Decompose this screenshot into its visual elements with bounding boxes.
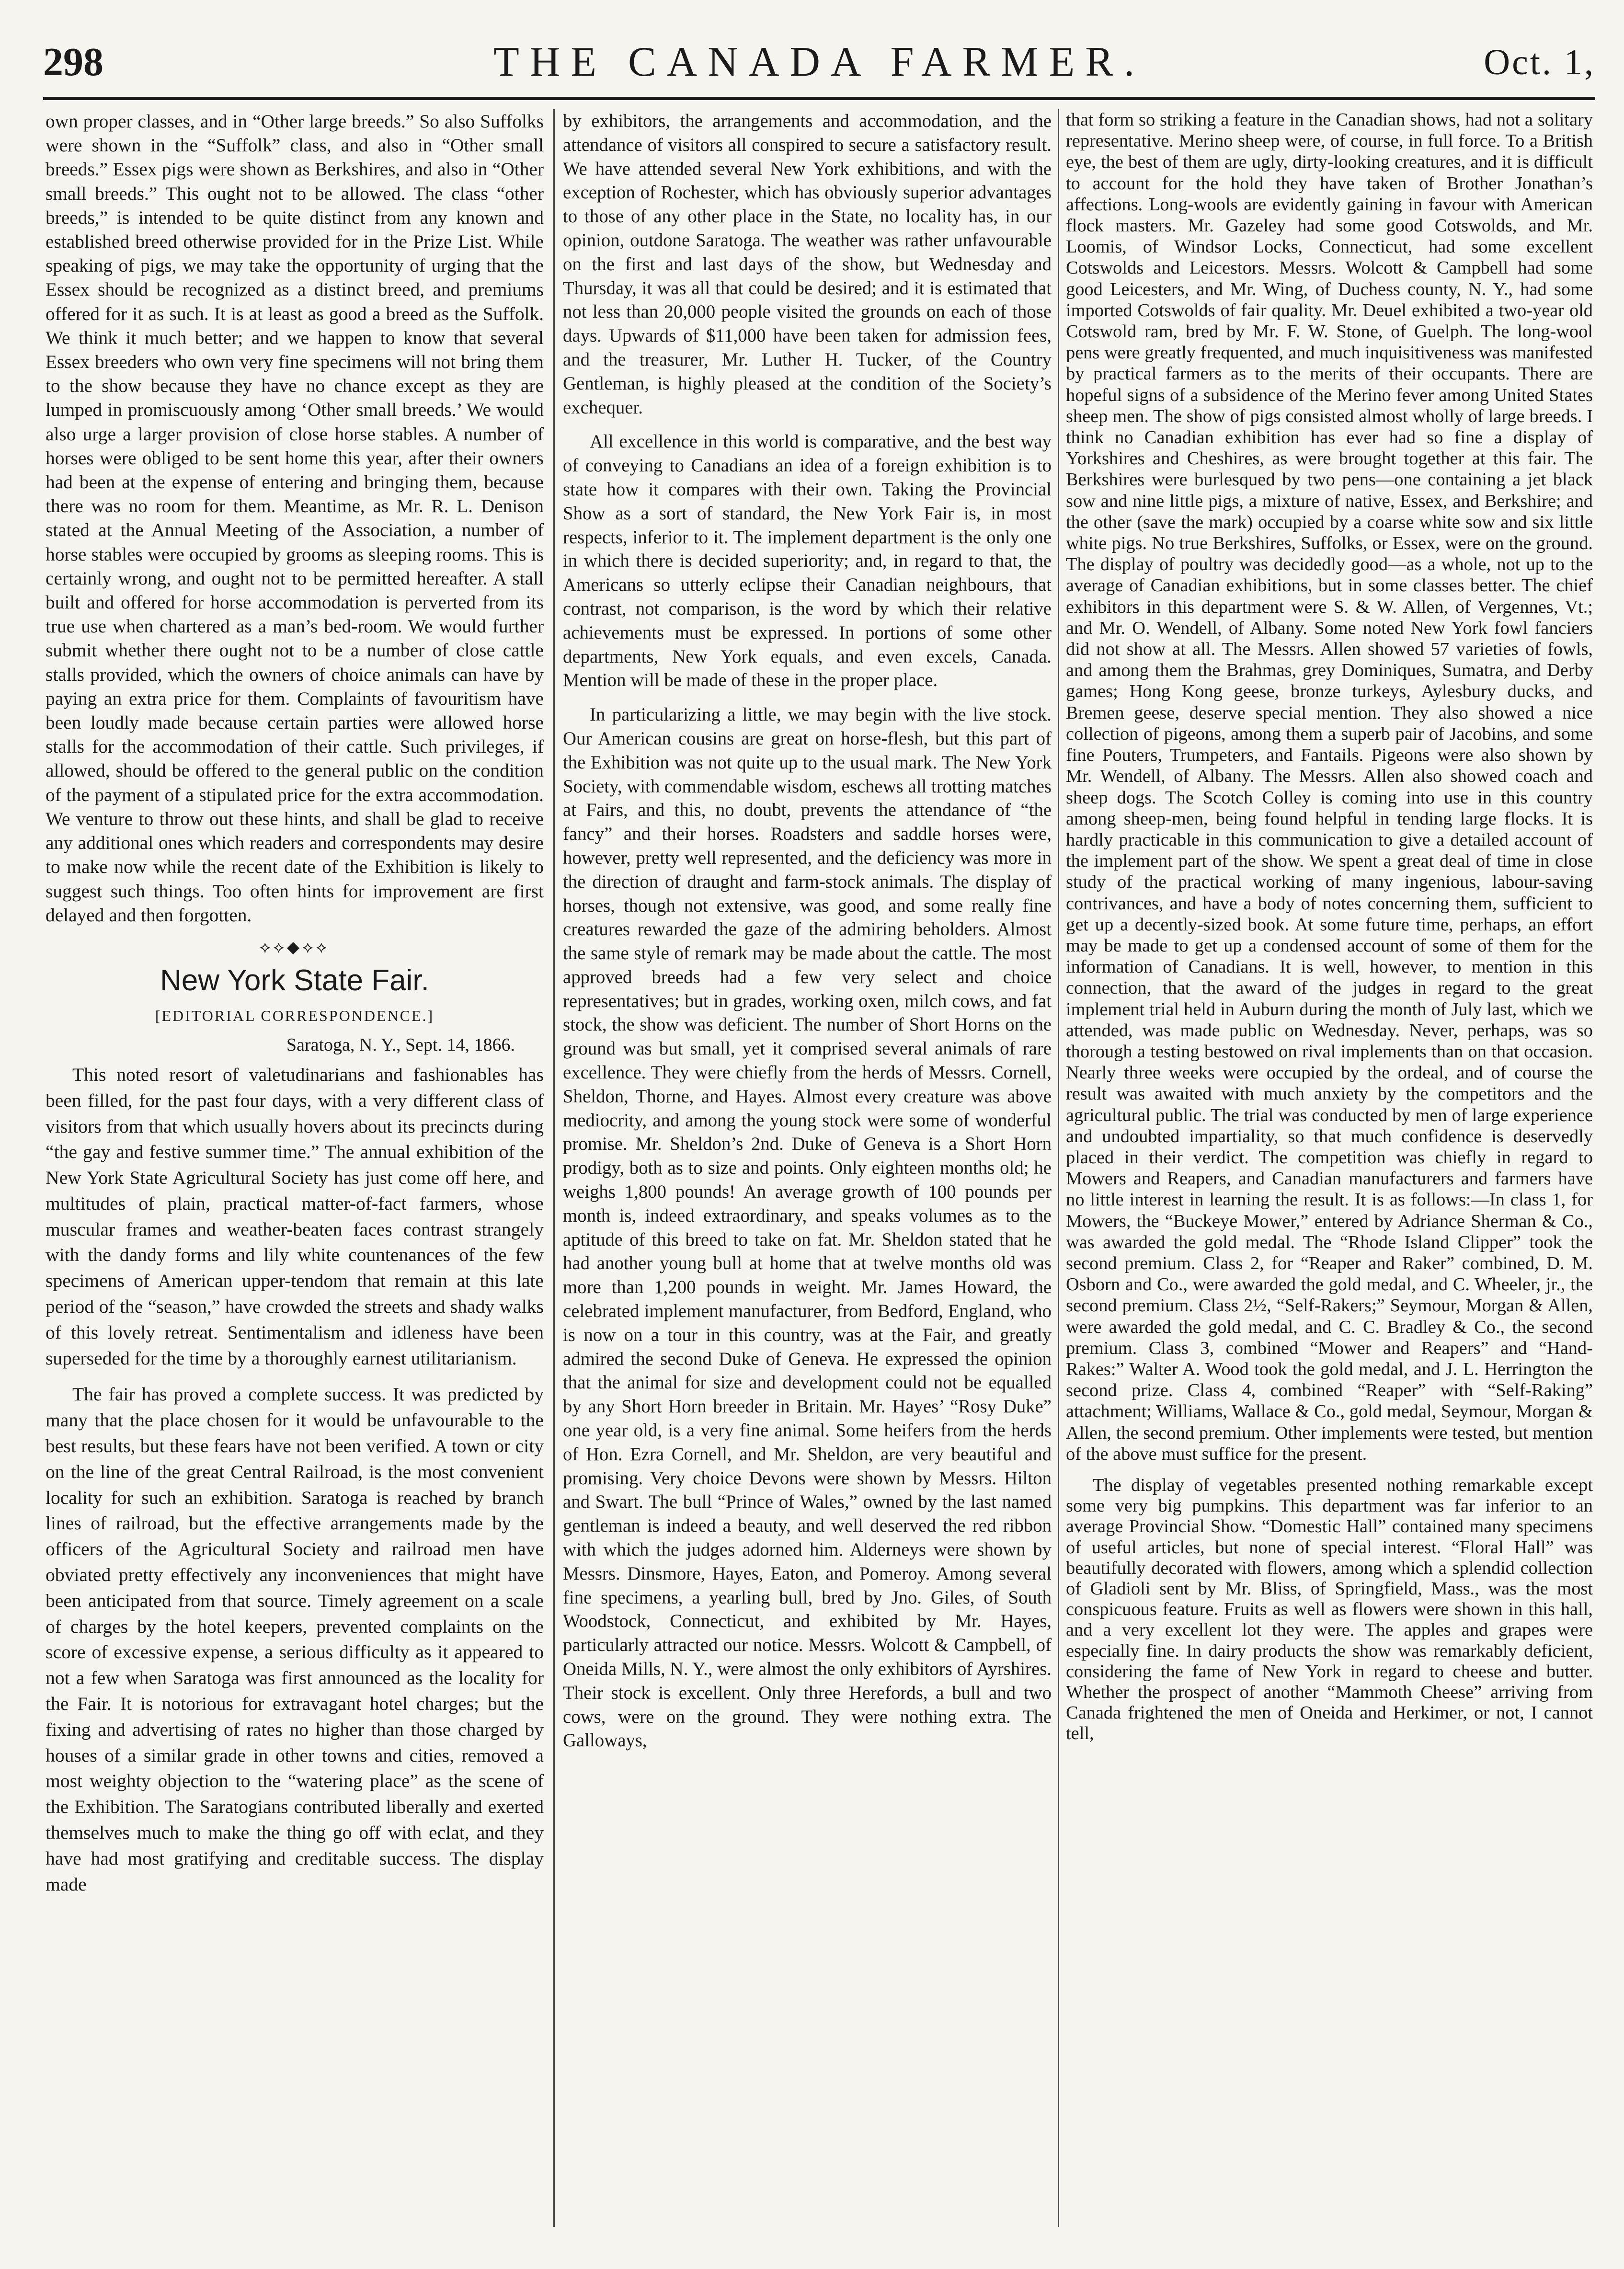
paragraph: by exhibitors, the arrangements and accommodation, and the attendance of visitors all conspired to secure a satisfactory result. We have attended several New York exhibitions, and with the exception of Rochester, which has obviously superior advantages to those of any other place in the State, no locality has, in our opinion, outdone Saratoga. The weather was rather unfavourable on the first and last days of the show, but Wednesday and Thursday, it was all that could be desired; and it is estimated that not less than 20,000 people visited the grounds on each of those days. Upwards of $11,000 have been taken for admission fees, and the treasurer, Mr. Luther H. Tucker, of the Country Gentleman, is highly pleased at the condition of the Society’s exchequer. xyxy=(563,111,1052,418)
page-number: 298 xyxy=(43,40,103,84)
column-3 xyxy=(1066,109,1593,2227)
column-1 xyxy=(46,109,544,2227)
masthead-title: THE CANADA FARMER. xyxy=(493,39,1145,85)
page-header xyxy=(43,34,1595,91)
paragraph: that form so striking a feature in the Canadian shows, had not a solitary representative. Merino sheep were, of course, in full force. To a British eye, the best of them are ugly, dirty-looking creatures, and it is difficult to account for the hold they have taken of Brother Jonathan’s affections. Long-wools are evidently gaining in favour with American flock masters. Mr. Gazeley had some good Cotswolds, and Mr. Loomis, of Windsor Locks, Connecticut, had some excellent Cotswolds and Leicestors. Messrs. Wolcott & Campbell had some good Leicesters, and Mr. Wing, of Duchess county, N. Y., had some imported Cotswolds of fair quality. Mr. Deuel exhibited a two-year old Cotswold ram, bred by Mr. F. W. Stone, of Guelph. The long-wool pens were greatly frequented, and much inquisitiveness was manifested by practical farmers as to the merits of their occupants. There are hopeful signs of a subsidence of the Merino fever among United States sheep men. The show of pigs consisted almost wholly of large breeds. I think no Canadian exhibition has ever had so fine a display of Yorkshires and Cheshires, as were brought together at this fair. The Berkshires were burlesqued by two pens—one containing a jet black sow and nine little pigs, a mixture of native, Essex, and Berkshire; and the other (save the mark) occupied by a coarse white sow and six little white pigs. No true Berkshires, Suffolks, or Essex, were on the ground. The display of poultry was decidedly good—as a whole, not up to the average of Canadian exhibitions, but in some classes better. The chief exhibitors in this department were S. & W. Allen, of Vergennes, Vt.; and Mr. O. Wendell, of Albany. Some noted New York fowl fanciers did not show at all. The Messrs. Allen showed 57 varieties of fowls, and among them the Brahmas, grey Dominiques, Sumatra, and Derby games; Hong Kong geese, bronze turkeys, Aylesbury ducks, and Bremen geese, deserve special mention. They also showed a nice collection of pigeons, among them a superb pair of Jacobins, and some fine Pouters, Trumpeters, and Fantails. Pigeons were also shown by Mr. Wendell, of Albany. The Messrs. Allen also showed coach and sheep dogs. The Scotch Colley is coming into use in this country among sheep-men, being found helpful in tending large flocks. It is hardly practicable in this communication to give a detailed account of the implement part of the show. We spent a great deal of time in close study of the practical working of many ingenious, labour-saving contrivances, and have a body of notes concerning them, sufficient to get up a decently-sized book. At some future time, perhaps, an effort may be made to get up a condensed account of some of them for the information of Canadians. It is well, however, to mention in this connection, that the award of the judges in regard to the great implement trial held in Auburn during the month of July last, which we attended, was made public on Wednesday. Never, perhaps, was so thorough a testing bestowed on rival implements than on that occasion. Nearly three weeks were occupied by the ordeal, and of course the result was awaited with much anxiety by the competitors and the agricultural public. The trial was conducted by men of large experience and undoubted impartiality, so that much confidence is deservedly placed in their verdict. The competition was chiefly in regard to Mowers and Reapers, and Canadian manufacturers and farmers have no little interest in learning the result. It is as follows:—In class 1, for Mowers, the “Buckeye Mower,” entered by Adriance Sherman & Co., was awarded the gold medal. The “Rhode Island Clipper” took the second premium. Class 2, for “Reaper and Raker” combined, D. M. Osborn and Co., were awarded the gold medal, and C. Wheeler, jr., the second premium. Class 2½, “Self-Rakers;” Seymour, Morgan & Allen, were awarded the gold medal, and C. C. Bradley & Co., the second premium. Class 3, combined “Mower and Reapers” and “Hand-Rakes:” Walter A. Wood took the gold medal, and J. L. Herrington the second prize. Class 4, combined “Reaper” with “Self-Raking” attachment; Williams, Wallace & Co., gold medal, Seymour, Morgan & Allen, the second premium. Other implements were tested, but mention of the above must suffice for the present. xyxy=(1066,110,1593,1464)
paragraph: own proper classes, and in “Other large breeds.” So also Suffolks were shown in the “Suffolk” class, and also in “Other small breeds.” Essex pigs were shown as Berkshires, and also in “Other small breeds.” This ought not to be allowed. The class “other breeds,” is intended to be quite distinct from any known and established breed otherwise provided for in the Prize List. While speaking of pigs, we may take the opportunity of urging that the Essex should be recognized as a distinct breed, and premiums offered for it as such. It is at least as good a breed as the Suffolk. We think it much better; and we happen to know that several Essex breeders who own very fine specimens will not bring them to the show because they have no chance except as they are lumped in promiscuously among ‘Other small breeds.’ We would also urge a larger provision of close horse stables. A number of horses were obliged to be sent home this year, after their owners had been at the expense of entering and bringing them, because there was no room for them. Meantime, as Mr. R. L. Denison stated at the Annual Meeting of the Association, a number of horse stables were occupied by grooms as sleeping rooms. This is certainly wrong, and ought not to be permitted hereafter. A stall built and offered for horse accommodation is perverted from its true use when chartered as a man’s bed-room. We would further submit whether there ought not to be a number of close cattle stalls provided, which the owners of choice animals can have by paying an extra price for them. Complaints of favouritism have been loudly made because certain parties were allowed horse stalls for the accommodation of their cattle. Such privileges, if allowed, should be offered to the general public on the condition of the payment of a stipulated price for the extra accommodation. We venture to throw out these hints, and shall be glad to receive any additional ones which readers and correspondents may desire to make now while the recent date of the Exhibition is likely to suggest such things. Too often hints for improvement are first delayed and then forgotten. xyxy=(46,111,544,926)
article-subtitle: [EDITORIAL CORRESPONDENCE.] xyxy=(155,1007,435,1024)
dateline: Saratoga, N. Y., Sept. 14, 1866. xyxy=(286,1034,515,1055)
paragraph: The display of vegetables presented nothing remarkable except some very big pumpkins. This department was far inferior to an average Provincial Show. “Domestic Hall” contained many specimens of useful articles, but none of special interest. “Floral Hall” was beautifully decorated with flowers, among which a splendid collection of Gladioli sent by Mr. Bliss, of Springfield, Mass., was the most conspicuous feature. Fruits as well as flowers were shown in this hall, and a very excellent lot they were. The apples and grapes were especially fine. In dairy products the show was remarkably deficient, considering the fame of New York in regard to cheese and butter. Whether the prospect of another “Mammoth Cheese” arriving from Canada frightened the men of Oneida and Herkimer, or not, I cannot tell, xyxy=(1066,1475,1593,1744)
column-2 xyxy=(563,109,1052,2227)
section-ornament: ⟡⟡◆⟡⟡ xyxy=(259,938,330,956)
column-divider xyxy=(1058,109,1059,2227)
header-rule xyxy=(43,97,1595,100)
paragraph: The fair has proved a complete success. It was predicted by many that the place chosen for it would be unfavourable to the best results, but these fears have not been verified. A town or city on the line of the great Central Railroad, is the most convenient locality for such an exhibition. Saratoga is reached by branch lines of railroad, but the effective arrangements made by the officers of the Agricultural Society and railroad men have obviated pretty effectively any inconveniences that might have been anticipated from that source. Timely agreement on a scale of charges by the hotel keepers, prevented complaints on the score of excessive expense, a serious difficulty as it appeared to not a few when Saratoga was first announced as the locality for the Fair. It is notorious for extravagant hotel charges; but the fixing and advertising of rates no higher than those charged by houses of a similar grade in other towns and cities, removed a most weighty objection to the “watering place” as the scene of the Exhibition. The Saratogians contributed liberally and exerted themselves much to make the thing go off with eclat, and they have had most gratifying and creditable success. The display made xyxy=(46,1384,544,1895)
paragraph: This noted resort of valetudinarians and fashionables has been filled, for the past four days, with a very different class of visitors from that which usually hovers about its precincts during “the gay and festive summer time.” The annual exhibition of the New York State Agricultural Society has just come off here, and multitudes of plain, practical matter-of-fact farmers, whose muscular frames and weather-beaten faces contrast strangely with the dandy forms and lily white countenances of the few specimens of American upper-tendom that remain at this late period of the “season,” have crowded the streets and shady walks of this lovely retreat. Sentimentalism and idleness have been superseded for the time by a thoroughly earnest utilitarianism. xyxy=(46,1064,544,1369)
column-divider xyxy=(553,109,555,2227)
paragraph: In particularizing a little, we may begin with the live stock. Our American cousins are great on horse-flesh, but this part of the Exhibition was not quite up to the usual mark. The New York Society, with commendable wisdom, eschews all trotting matches at Fairs, and this, no doubt, prevents the attendance of “the fancy” and their horses. Roadsters and saddle horses were, however, pretty well represented, and the deficiency was more in the direction of draught and farm-stock animals. The display of horses, though not extensive, was good, and some really fine creatures rewarded the gaze of the admiring beholders. Almost the same style of remark may be made about the cattle. The most approved breeds had a few very select and choice representatives; but in grades, working oxen, milch cows, and fat stock, the show was deficient. The number of Short Horns on the ground was but small, yet it comprised several animals of rare excellence. They were chiefly from the herds of Messrs. Cornell, Sheldon, Thorne, and Hayes. Almost every creature was above mediocrity, and among the young stock were some of wonderful promise. Mr. Sheldon’s 2nd. Duke of Geneva is a Short Horn prodigy, both as to size and points. Only eighteen months old; he weighs 1,800 pounds! An average growth of 100 pounds per month is, indeed extraordinary, and speaks volumes as to the aptitude of this breed to take on fat. Mr. Sheldon stated that he had another young bull at home that at twelve months old was more than 1,200 pounds in weight. Mr. James Howard, the celebrated implement manufacturer, from Bedford, England, who is now on a tour in this country, was at the Fair, and greatly admired the second Duke of Geneva. He expressed the opinion that the animal for size and development could not be equalled by any Short Horn breeder in Britain. Mr. Hayes’ “Rosy Duke” one year old, is a very fine animal. Some heifers from the herds of Hon. Ezra Cornell, and Mr. Sheldon, are very beautiful and promising. Very choice Devons were shown by Messrs. Hilton and Swart. The bull “Prince of Wales,” owned by the last named gentleman is indeed a beauty, and well deserved the red ribbon with which the judges adorned him. Alderneys were shown by Messrs. Dinsmore, Hayes, Eaton, and Pomeroy. Among several fine specimens, a yearling bull, bred by Jno. Giles, of South Woodstock, Connecticut, and exhibited by Mr. Hayes, particularly attracted our notice. Messrs. Wolcott & Campbell, of Oneida Mills, N. Y., were almost the only exhibitors of Ayrshires. Their stock is excellent. Only three Herefords, a bull and two cows, were on the ground. They were nothing extra. The Galloways, xyxy=(563,704,1052,1751)
article-title: New York State Fair. xyxy=(160,963,429,997)
paragraph: All excellence in this world is comparative, and the best way of conveying to Canadians an idea of a foreign exhibition is to state how it compares with their own. Taking the Provincial Show as a sort of standard, the New York Fair is, in most respects, inferior to it. The implement department is the only one in which there is decided superiority; and, in regard to that, the Americans so utterly eclipse their Canadian neighbours, that contrast, not comparison, is the word by which their relative achievements must be expressed. In portions of some other departments, New York equals, and even excels, Canada. Mention will be made of these in the proper place. xyxy=(563,431,1052,691)
issue-date: Oct. 1, xyxy=(1484,42,1595,82)
